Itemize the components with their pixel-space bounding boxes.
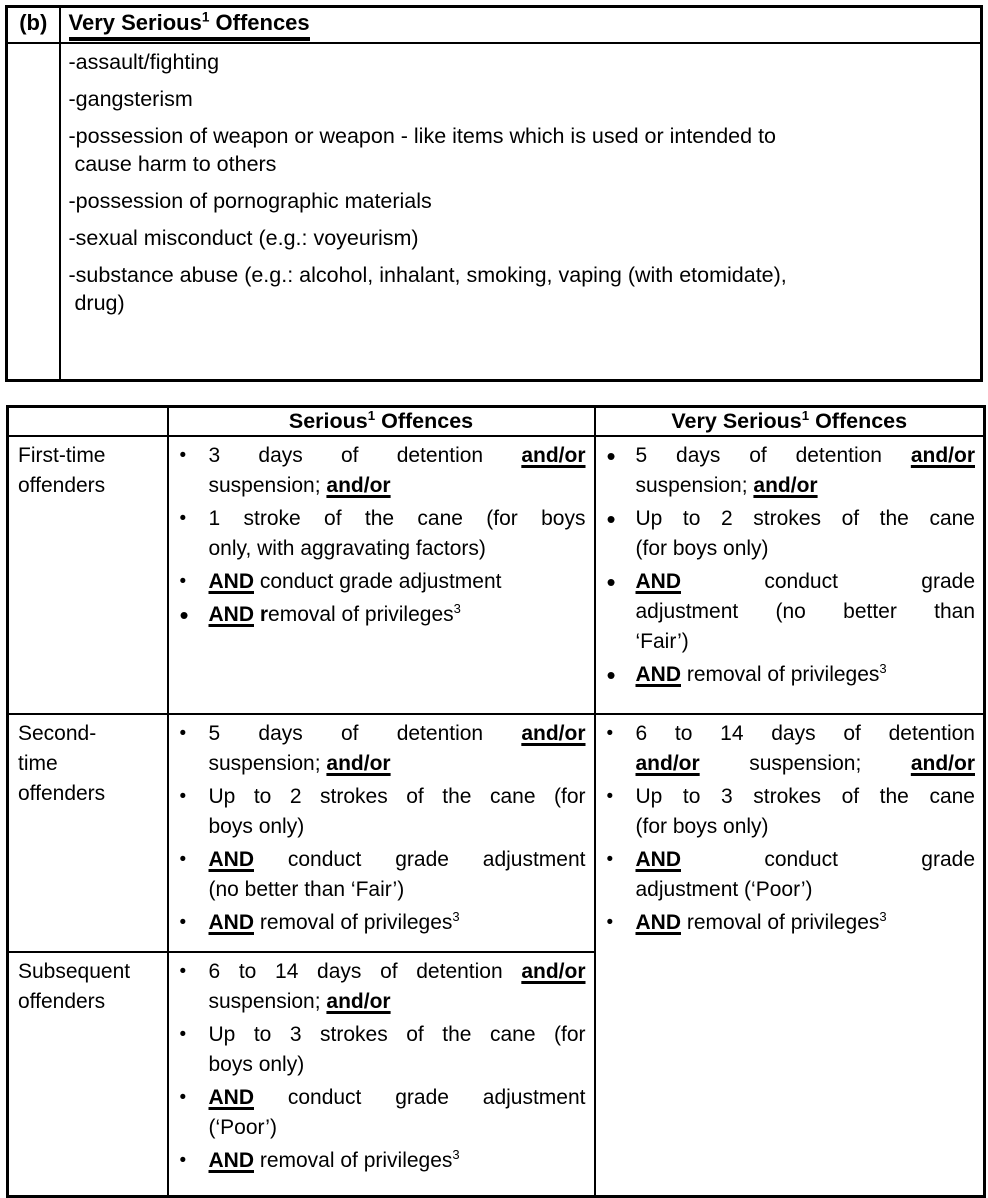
text-segment: boys only) [208,815,305,838]
bullet-text-line [209,1113,586,1143]
offence-list-item [69,187,971,215]
penalty-bullet-item [604,567,976,657]
bullet-icon: • [179,571,187,592]
bullet-text-line [636,534,976,564]
bullet-icon: • [179,508,187,529]
bullet-text [209,845,586,905]
text-segment: suspension; [208,752,327,775]
text-segment: conduct grade adjustment [254,848,586,871]
bullet-text [209,441,586,501]
bullet-text [209,719,586,779]
offence-list-item [69,122,971,178]
text-segment: 6 to 14 days of detention [635,722,975,745]
text-segment: Up to 3 strokes of the cane [635,785,975,808]
bullet-text-line [209,600,586,630]
bullet-text [636,845,976,905]
item-label: (b) [19,10,48,35]
text-segment: and/or [326,990,391,1013]
bullet-text-line [636,597,976,627]
bullet-icon: • [606,849,614,870]
text-segment: and/or [326,752,391,775]
offence-table [5,5,983,382]
text-segment: Up to 2 strokes of the cane (for [208,785,586,808]
offence-list-item [69,85,971,113]
bullet-text-line [636,908,976,938]
text-segment: (no better than ‘Fair’) [208,878,405,901]
bullet-text-line [209,719,586,749]
bullet-icon: • [179,723,187,744]
text-segment: emoval of privileges [268,603,454,626]
cell-second-time-serious [168,714,595,952]
text-segment: and/or [326,474,391,497]
offence-table-title [69,10,310,41]
text-segment: Serious [288,409,368,433]
bullet-text [209,1146,586,1176]
penalty-bullet-item [604,908,976,938]
penalty-bullet-item [604,845,976,905]
penalty-bullet-item [604,782,976,842]
superscript: 1 [201,9,210,25]
label-line: Subsequent [18,960,131,983]
bullet-text-line [636,719,976,749]
text-segment: AND [208,1149,254,1172]
bullet-text [636,719,976,779]
offence-line: -sexual misconduct (e.g.: voyeurism) [68,226,419,250]
text-segment: boys only) [208,1053,305,1076]
bullet-text-line [209,504,586,534]
superscript: 3 [453,601,461,616]
bullet-icon: • [606,567,616,597]
text-segment: AND [208,1086,254,1109]
bullet-text-line [209,1083,586,1113]
bullet-text-line [636,845,976,875]
text-segment: (‘Poor’) [208,1116,277,1139]
row-label-first-time [8,436,168,714]
penalty-bullet-item [604,719,976,779]
offence-line: -assault/fighting [68,50,220,74]
superscript: 1 [367,407,376,423]
bullet-icon: • [606,504,616,534]
text-segment: AND [208,911,254,934]
text-segment: Offences [809,409,908,433]
penalty-bullet-item [177,782,586,842]
item-label-cell [7,7,60,44]
bullet-text-line [636,471,976,501]
text-segment: and/or [910,752,975,775]
penalty-bullet-item [177,908,586,938]
penalty-bullet-item [604,504,976,564]
penalty-bullet-item [604,441,976,501]
text-segment: removal of privileges [254,911,453,934]
text-segment: 6 to 14 days of detention [208,960,522,983]
empty-cell [7,43,60,381]
text-segment: r [259,603,269,626]
bullet-text-line [209,1050,586,1080]
text-segment: AND [208,848,254,871]
bullet-text [209,908,586,938]
bullet-icon: • [179,1150,187,1171]
offence-line: -possession of pornographic materials [68,189,432,213]
empty-header-cell [8,407,168,437]
column-header-very-serious [595,407,985,437]
bullet-icon: • [179,912,187,933]
bullet-text-line [636,441,976,471]
row-second-time-offenders [8,714,985,952]
offence-list-cell [60,43,982,381]
bullet-icon: • [606,441,616,471]
bullet-icon: • [179,445,187,466]
text-segment: AND [208,570,254,593]
bullet-icon: • [606,723,614,744]
row-first-time-offenders [8,436,985,714]
bullet-text-line [209,749,586,779]
text-segment: 5 days of detention [208,722,522,745]
bullet-text-line [636,875,976,905]
text-segment: Offences [209,10,310,35]
offence-line: cause harm to others [68,152,277,176]
cell-subsequent-serious [168,952,595,1197]
text-segment: Up to 2 strokes of the cane [635,507,975,530]
bullet-text-line [636,627,976,657]
cell-second-subsequent-very-serious [595,714,985,1197]
bullet-text-line [209,471,586,501]
bullet-text [209,567,586,597]
bullet-text [636,908,976,938]
offence-line: -possession of weapon or weapon - like items which is used or intended to [68,124,776,148]
bullet-text-line [209,1146,586,1176]
offence-list-item [69,224,971,252]
column-header-serious [168,407,595,437]
bullet-text-line [636,749,976,779]
bullet-icon: • [606,786,614,807]
superscript: 3 [879,661,887,676]
offence-table-title-cell [60,7,982,44]
text-segment: 3 days of detention [208,444,522,467]
bullet-text-line [209,845,586,875]
text-segment: adjustment (‘Poor’) [635,878,813,901]
bullet-text-line [209,441,586,471]
bullet-icon: • [179,849,187,870]
text-segment: 1 stroke of the cane (for boys [208,507,586,530]
text-segment: AND [635,663,681,686]
text-segment: suspension; [699,752,911,775]
superscript: 3 [452,909,460,924]
penalty-bullet-item [177,504,586,564]
bullet-icon: • [179,600,189,630]
superscript: 3 [452,1147,460,1162]
offence-line: -substance abuse (e.g.: alcohol, inhalant, smoking, vaping (with etomidate), [68,263,787,287]
bullet-text [209,1083,586,1143]
text-segment: AND [635,848,681,871]
offence-table-header-row [7,7,982,44]
text-segment: suspension; [208,990,327,1013]
superscript: 3 [879,909,887,924]
offence-list-item [69,261,971,317]
text-segment: and/or [753,474,818,497]
text-segment: Offences [375,409,474,433]
text-segment: removal of privileges [254,1149,453,1172]
bullet-icon: • [179,1087,187,1108]
bullet-text-line [636,660,976,690]
bullet-text [209,957,586,1017]
text-segment: conduct grade adjustment [254,1086,586,1109]
bullet-text-line [636,504,976,534]
cell-first-time-serious [168,436,595,714]
label-line: offenders [18,474,106,497]
text-segment: and/or [521,444,586,467]
penalty-bullet-item [177,957,586,1017]
text-segment: 5 days of detention [635,444,911,467]
offence-line: drug) [68,291,125,315]
penalty-bullet-item [177,600,586,630]
penalty-bullet-item [177,1146,586,1176]
text-segment: ‘Fair’) [635,630,689,653]
bullet-icon: • [606,912,614,933]
penalty-bullet-item [177,1083,586,1143]
bullet-text-line [209,1020,586,1050]
bullet-text [209,504,586,564]
bullet-text [209,1020,586,1080]
penalty-bullet-item [177,567,586,597]
bullet-text [636,504,976,564]
text-segment: Up to 3 strokes of the cane (for [208,1023,586,1046]
label-line: offenders [18,990,106,1013]
penalty-bullet-item [177,1020,586,1080]
row-label-second-time [8,714,168,952]
text-segment: adjustment (no better than [635,600,975,623]
label-line: First-time [18,444,106,467]
text-segment: removal of privileges [681,663,880,686]
bullet-icon: • [179,1024,187,1045]
row-label-subsequent [8,952,168,1197]
text-segment: suspension; [635,474,754,497]
bullet-text [636,567,976,657]
bullet-text-line [209,987,586,1017]
bullet-text-line [209,782,586,812]
text-segment: AND [208,603,254,626]
offence-table-body-row [7,43,982,381]
text-segment: (for boys only) [635,815,769,838]
label-line: offenders [18,782,106,805]
bullet-icon: • [179,786,187,807]
cell-first-time-very-serious [595,436,985,714]
bullet-text-line [209,908,586,938]
penalty-header-row [8,407,985,437]
bullet-icon: • [179,961,187,982]
offence-list-item [69,48,971,76]
label-line: Second- [18,722,97,745]
text-segment: conduct grade [681,570,975,593]
bullet-text-line [636,782,976,812]
bullet-text-line [636,812,976,842]
text-segment: conduct grade [681,848,975,871]
penalty-bullet-item [177,845,586,905]
penalty-bullet-item [177,441,586,501]
text-segment: removal of privileges [681,911,880,934]
penalty-bullet-item [177,719,586,779]
text-segment: and/or [521,722,586,745]
bullet-text-line [209,875,586,905]
penalty-bullet-item [604,660,976,690]
text-segment: and/or [521,960,586,983]
text-segment: AND [635,570,681,593]
bullet-text [636,660,976,690]
text-segment: only, with aggravating factors) [208,537,486,560]
text-segment: AND [635,911,681,934]
bullet-text [209,600,586,630]
text-segment: suspension; [208,474,327,497]
bullet-text [209,782,586,842]
bullet-text-line [209,957,586,987]
label-line: time [18,752,58,775]
bullet-text-line [636,567,976,597]
bullet-text [636,782,976,842]
text-segment: Very Serious [68,10,202,35]
text-segment: conduct grade adjustment [254,570,502,593]
bullet-text-line [209,567,586,597]
text-segment: Very Serious [671,409,802,433]
bullet-text [636,441,976,501]
bullet-text-line [209,534,586,564]
text-segment: and/or [910,444,975,467]
superscript: 1 [801,407,810,423]
penalty-table [6,405,986,1198]
bullet-icon: • [606,660,616,690]
bullet-text-line [209,812,586,842]
offence-line: -gangsterism [68,87,193,111]
text-segment: and/or [635,752,700,775]
text-segment: (for boys only) [635,537,769,560]
